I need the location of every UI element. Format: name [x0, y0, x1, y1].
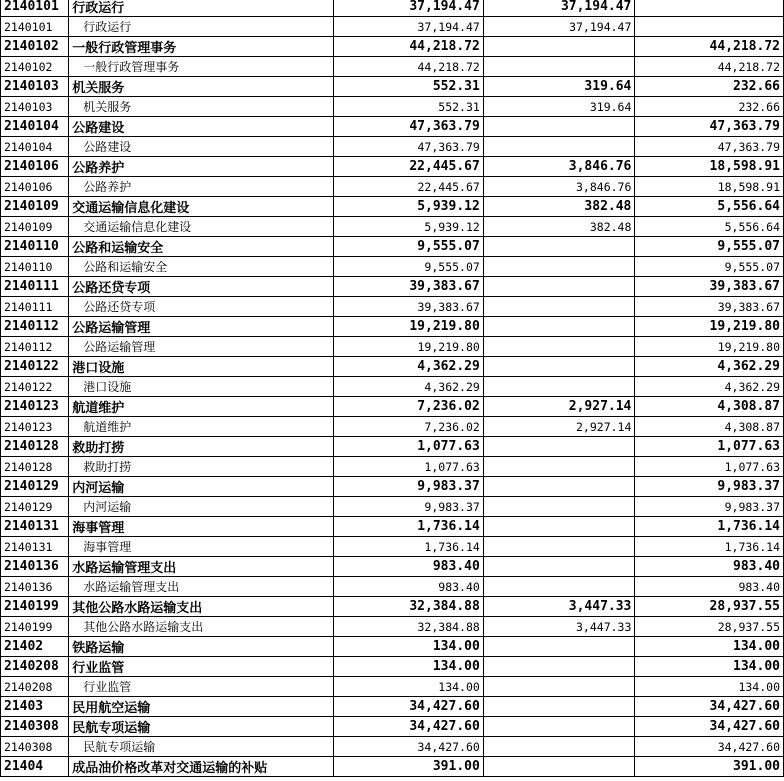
project-expenditure-cell: 39,383.67	[635, 277, 784, 297]
table-row	[1, 537, 784, 557]
table-row	[1, 0, 784, 17]
subject-code-cell: 2140122	[1, 357, 69, 377]
basic-expenditure-cell	[483, 717, 635, 737]
project-expenditure-cell: 232.66	[635, 97, 784, 117]
basic-expenditure-cell: 382.48	[483, 217, 635, 237]
basic-expenditure-cell: 2,927.14	[483, 417, 635, 437]
subject-name-cell: 救助打捞	[69, 437, 334, 457]
table-row	[1, 277, 784, 297]
subject-name-cell: 一般行政管理事务	[69, 37, 334, 57]
project-expenditure-cell: 39,383.67	[635, 297, 784, 317]
subject-code-cell: 2140131	[1, 537, 69, 557]
total-amount-cell: 9,555.07	[334, 257, 484, 277]
project-expenditure-cell: 44,218.72	[635, 37, 784, 57]
total-amount-cell: 1,736.14	[334, 537, 484, 557]
subject-name-cell: 海事管理	[69, 537, 334, 557]
table-row	[1, 737, 784, 757]
subject-name-cell: 公路建设	[69, 117, 334, 137]
subject-name-cell: 公路还贷专项	[69, 297, 334, 317]
total-amount-cell: 32,384.88	[334, 617, 484, 637]
project-expenditure-cell: 47,363.79	[635, 137, 784, 157]
basic-expenditure-cell	[483, 537, 635, 557]
subject-name-cell: 机关服务	[69, 97, 334, 117]
subject-name-cell: 行业监管	[69, 657, 334, 677]
total-amount-cell: 983.40	[334, 557, 484, 577]
project-expenditure-cell: 4,308.87	[635, 397, 784, 417]
table-row	[1, 577, 784, 597]
subject-code-cell: 2140199	[1, 597, 69, 617]
subject-name-cell: 成品油价格改革对交通运输的补贴	[69, 757, 334, 777]
table-row	[1, 457, 784, 477]
total-amount-cell: 44,218.72	[334, 37, 484, 57]
subject-name-cell: 公路和运输安全	[69, 237, 334, 257]
total-amount-cell: 134.00	[334, 677, 484, 697]
basic-expenditure-cell	[483, 737, 635, 757]
subject-name-cell: 行业监管	[69, 677, 334, 697]
table-row	[1, 97, 784, 117]
subject-code-cell: 2140110	[1, 257, 69, 277]
total-amount-cell: 22,445.67	[334, 177, 484, 197]
table-row	[1, 757, 784, 777]
subject-code-cell: 2140103	[1, 97, 69, 117]
subject-code-cell: 2140106	[1, 157, 69, 177]
table-row	[1, 297, 784, 317]
subject-name-cell: 行政运行	[69, 0, 334, 17]
total-amount-cell: 134.00	[334, 657, 484, 677]
subject-name-cell: 公路运输管理	[69, 317, 334, 337]
total-amount-cell: 19,219.80	[334, 337, 484, 357]
total-amount-cell: 552.31	[334, 97, 484, 117]
subject-name-cell: 交通运输信息化建设	[69, 197, 334, 217]
subject-code-cell: 2140106	[1, 177, 69, 197]
subject-code-cell: 2140111	[1, 297, 69, 317]
table-row	[1, 557, 784, 577]
basic-expenditure-cell: 37,194.47	[483, 0, 635, 17]
basic-expenditure-cell: 3,447.33	[483, 597, 635, 617]
project-expenditure-cell: 232.66	[635, 77, 784, 97]
project-expenditure-cell: 4,362.29	[635, 377, 784, 397]
subject-code-cell: 2140101	[1, 0, 69, 17]
project-expenditure-cell: 1,736.14	[635, 537, 784, 557]
subject-name-cell: 内河运输	[69, 497, 334, 517]
total-amount-cell: 9,983.37	[334, 497, 484, 517]
basic-expenditure-cell	[483, 337, 635, 357]
subject-name-cell: 民航专项运输	[69, 717, 334, 737]
project-expenditure-cell: 983.40	[635, 577, 784, 597]
basic-expenditure-cell	[483, 297, 635, 317]
total-amount-cell: 1,736.14	[334, 517, 484, 537]
table-row	[1, 37, 784, 57]
subject-code-cell: 21402	[1, 637, 69, 657]
basic-expenditure-cell	[483, 697, 635, 717]
basic-expenditure-cell: 3,846.76	[483, 157, 635, 177]
basic-expenditure-cell	[483, 437, 635, 457]
subject-code-cell: 2140104	[1, 117, 69, 137]
subject-code-cell: 2140110	[1, 237, 69, 257]
basic-expenditure-cell	[483, 37, 635, 57]
total-amount-cell: 47,363.79	[334, 137, 484, 157]
subject-code-cell: 2140104	[1, 137, 69, 157]
subject-name-cell: 水路运输管理支出	[69, 557, 334, 577]
table-row	[1, 517, 784, 537]
subject-name-cell: 内河运输	[69, 477, 334, 497]
total-amount-cell: 134.00	[334, 637, 484, 657]
table-row	[1, 477, 784, 497]
basic-expenditure-cell	[483, 357, 635, 377]
subject-code-cell: 2140136	[1, 577, 69, 597]
table-row	[1, 717, 784, 737]
subject-name-cell: 港口设施	[69, 357, 334, 377]
basic-expenditure-cell	[483, 137, 635, 157]
table-row	[1, 137, 784, 157]
subject-code-cell: 2140109	[1, 217, 69, 237]
table-row	[1, 377, 784, 397]
basic-expenditure-cell	[483, 457, 635, 477]
total-amount-cell: 4,362.29	[334, 357, 484, 377]
subject-code-cell: 2140112	[1, 337, 69, 357]
subject-name-cell: 公路和运输安全	[69, 257, 334, 277]
total-amount-cell: 34,427.60	[334, 737, 484, 757]
table-row	[1, 157, 784, 177]
total-amount-cell: 1,077.63	[334, 457, 484, 477]
subject-code-cell: 2140129	[1, 497, 69, 517]
subject-name-cell: 公路养护	[69, 157, 334, 177]
total-amount-cell: 39,383.67	[334, 277, 484, 297]
basic-expenditure-cell	[483, 577, 635, 597]
total-amount-cell: 37,194.47	[334, 17, 484, 37]
project-expenditure-cell: 983.40	[635, 557, 784, 577]
subject-name-cell: 海事管理	[69, 517, 334, 537]
subject-code-cell: 2140112	[1, 317, 69, 337]
subject-name-cell: 公路运输管理	[69, 337, 334, 357]
project-expenditure-cell: 34,427.60	[635, 697, 784, 717]
table-row	[1, 177, 784, 197]
project-expenditure-cell: 5,556.64	[635, 197, 784, 217]
subject-code-cell: 2140122	[1, 377, 69, 397]
project-expenditure-cell: 9,555.07	[635, 257, 784, 277]
table-row	[1, 77, 784, 97]
subject-code-cell: 2140199	[1, 617, 69, 637]
basic-expenditure-cell	[483, 57, 635, 77]
total-amount-cell: 391.00	[334, 757, 484, 777]
project-expenditure-cell: 44,218.72	[635, 57, 784, 77]
basic-expenditure-cell	[483, 317, 635, 337]
subject-name-cell: 一般行政管理事务	[69, 57, 334, 77]
subject-name-cell: 航道维护	[69, 397, 334, 417]
table-row	[1, 217, 784, 237]
total-amount-cell: 9,983.37	[334, 477, 484, 497]
subject-name-cell: 铁路运输	[69, 637, 334, 657]
project-expenditure-cell: 4,308.87	[635, 417, 784, 437]
subject-code-cell: 2140123	[1, 397, 69, 417]
project-expenditure-cell: 18,598.91	[635, 177, 784, 197]
subject-name-cell: 机关服务	[69, 77, 334, 97]
project-expenditure-cell: 18,598.91	[635, 157, 784, 177]
subject-name-cell: 公路建设	[69, 137, 334, 157]
total-amount-cell: 9,555.07	[334, 237, 484, 257]
project-expenditure-cell: 391.00	[635, 757, 784, 777]
subject-code-cell: 2140109	[1, 197, 69, 217]
subject-code-cell: 2140111	[1, 277, 69, 297]
subject-code-cell: 2140123	[1, 417, 69, 437]
project-expenditure-cell: 134.00	[635, 637, 784, 657]
project-expenditure-cell: 1,077.63	[635, 457, 784, 477]
subject-code-cell: 2140103	[1, 77, 69, 97]
total-amount-cell: 4,362.29	[334, 377, 484, 397]
total-amount-cell: 34,427.60	[334, 717, 484, 737]
basic-expenditure-cell	[483, 557, 635, 577]
basic-expenditure-cell: 3,447.33	[483, 617, 635, 637]
total-amount-cell: 34,427.60	[334, 697, 484, 717]
basic-expenditure-cell: 319.64	[483, 97, 635, 117]
total-amount-cell: 7,236.02	[334, 397, 484, 417]
subject-name-cell: 交通运输信息化建设	[69, 217, 334, 237]
subject-code-cell: 2140102	[1, 37, 69, 57]
table-row	[1, 617, 784, 637]
project-expenditure-cell: 34,427.60	[635, 717, 784, 737]
subject-name-cell: 民航专项运输	[69, 737, 334, 757]
subject-name-cell: 其他公路水路运输支出	[69, 617, 334, 637]
subject-code-cell: 2140128	[1, 457, 69, 477]
basic-expenditure-cell	[483, 477, 635, 497]
basic-expenditure-cell: 2,927.14	[483, 397, 635, 417]
total-amount-cell: 37,194.47	[334, 0, 484, 17]
table-row	[1, 17, 784, 37]
total-amount-cell: 39,383.67	[334, 297, 484, 317]
project-expenditure-cell: 28,937.55	[635, 617, 784, 637]
subject-code-cell: 2140131	[1, 517, 69, 537]
subject-name-cell: 港口设施	[69, 377, 334, 397]
project-expenditure-cell	[635, 17, 784, 37]
total-amount-cell: 552.31	[334, 77, 484, 97]
project-expenditure-cell: 9,983.37	[635, 497, 784, 517]
project-expenditure-cell	[635, 0, 784, 17]
subject-name-cell: 民用航空运输	[69, 697, 334, 717]
basic-expenditure-cell: 319.64	[483, 77, 635, 97]
basic-expenditure-cell	[483, 257, 635, 277]
project-expenditure-cell: 47,363.79	[635, 117, 784, 137]
table-row	[1, 257, 784, 277]
table-row	[1, 497, 784, 517]
basic-expenditure-cell	[483, 117, 635, 137]
total-amount-cell: 47,363.79	[334, 117, 484, 137]
basic-expenditure-cell: 37,194.47	[483, 17, 635, 37]
total-amount-cell: 7,236.02	[334, 417, 484, 437]
basic-expenditure-cell	[483, 677, 635, 697]
subject-code-cell: 2140129	[1, 477, 69, 497]
total-amount-cell: 32,384.88	[334, 597, 484, 617]
project-expenditure-cell: 4,362.29	[635, 357, 784, 377]
table-row	[1, 117, 784, 137]
total-amount-cell: 44,218.72	[334, 57, 484, 77]
total-amount-cell: 5,939.12	[334, 217, 484, 237]
subject-name-cell: 水路运输管理支出	[69, 577, 334, 597]
project-expenditure-cell: 5,556.64	[635, 217, 784, 237]
table-row	[1, 397, 784, 417]
subject-name-cell: 行政运行	[69, 17, 334, 37]
subject-code-cell: 2140208	[1, 677, 69, 697]
table-row	[1, 57, 784, 77]
project-expenditure-cell: 9,555.07	[635, 237, 784, 257]
project-expenditure-cell: 19,219.80	[635, 337, 784, 357]
project-expenditure-cell: 9,983.37	[635, 477, 784, 497]
total-amount-cell: 22,445.67	[334, 157, 484, 177]
table-row	[1, 197, 784, 217]
basic-expenditure-cell	[483, 377, 635, 397]
total-amount-cell: 19,219.80	[334, 317, 484, 337]
project-expenditure-cell: 28,937.55	[635, 597, 784, 617]
table-row	[1, 657, 784, 677]
subject-name-cell: 救助打捞	[69, 457, 334, 477]
subject-name-cell: 航道维护	[69, 417, 334, 437]
subject-code-cell: 21403	[1, 697, 69, 717]
table-row	[1, 357, 784, 377]
subject-code-cell: 2140308	[1, 737, 69, 757]
total-amount-cell: 1,077.63	[334, 437, 484, 457]
project-expenditure-cell: 1,736.14	[635, 517, 784, 537]
table-row	[1, 637, 784, 657]
table-row	[1, 337, 784, 357]
project-expenditure-cell: 19,219.80	[635, 317, 784, 337]
basic-expenditure-cell	[483, 517, 635, 537]
table-row	[1, 437, 784, 457]
subject-name-cell: 其他公路水路运输支出	[69, 597, 334, 617]
subject-code-cell: 2140101	[1, 17, 69, 37]
total-amount-cell: 983.40	[334, 577, 484, 597]
basic-expenditure-cell	[483, 637, 635, 657]
subject-name-cell: 公路还贷专项	[69, 277, 334, 297]
table-row	[1, 237, 784, 257]
subject-code-cell: 2140102	[1, 57, 69, 77]
table-row	[1, 697, 784, 717]
basic-expenditure-cell: 3,846.76	[483, 177, 635, 197]
project-expenditure-cell: 134.00	[635, 657, 784, 677]
basic-expenditure-cell	[483, 497, 635, 517]
basic-expenditure-cell: 382.48	[483, 197, 635, 217]
subject-code-cell: 21404	[1, 757, 69, 777]
project-expenditure-cell: 1,077.63	[635, 437, 784, 457]
table-row	[1, 677, 784, 697]
subject-name-cell: 公路养护	[69, 177, 334, 197]
table-row	[1, 317, 784, 337]
basic-expenditure-cell	[483, 237, 635, 257]
total-amount-cell: 5,939.12	[334, 197, 484, 217]
table-row	[1, 597, 784, 617]
basic-expenditure-cell	[483, 277, 635, 297]
basic-expenditure-cell	[483, 757, 635, 777]
table-row	[1, 417, 784, 437]
project-expenditure-cell: 134.00	[635, 677, 784, 697]
subject-code-cell: 2140128	[1, 437, 69, 457]
subject-code-cell: 2140308	[1, 717, 69, 737]
subject-code-cell: 2140136	[1, 557, 69, 577]
subject-code-cell: 2140208	[1, 657, 69, 677]
project-expenditure-cell: 34,427.60	[635, 737, 784, 757]
basic-expenditure-cell	[483, 657, 635, 677]
table-body	[1, 0, 784, 777]
